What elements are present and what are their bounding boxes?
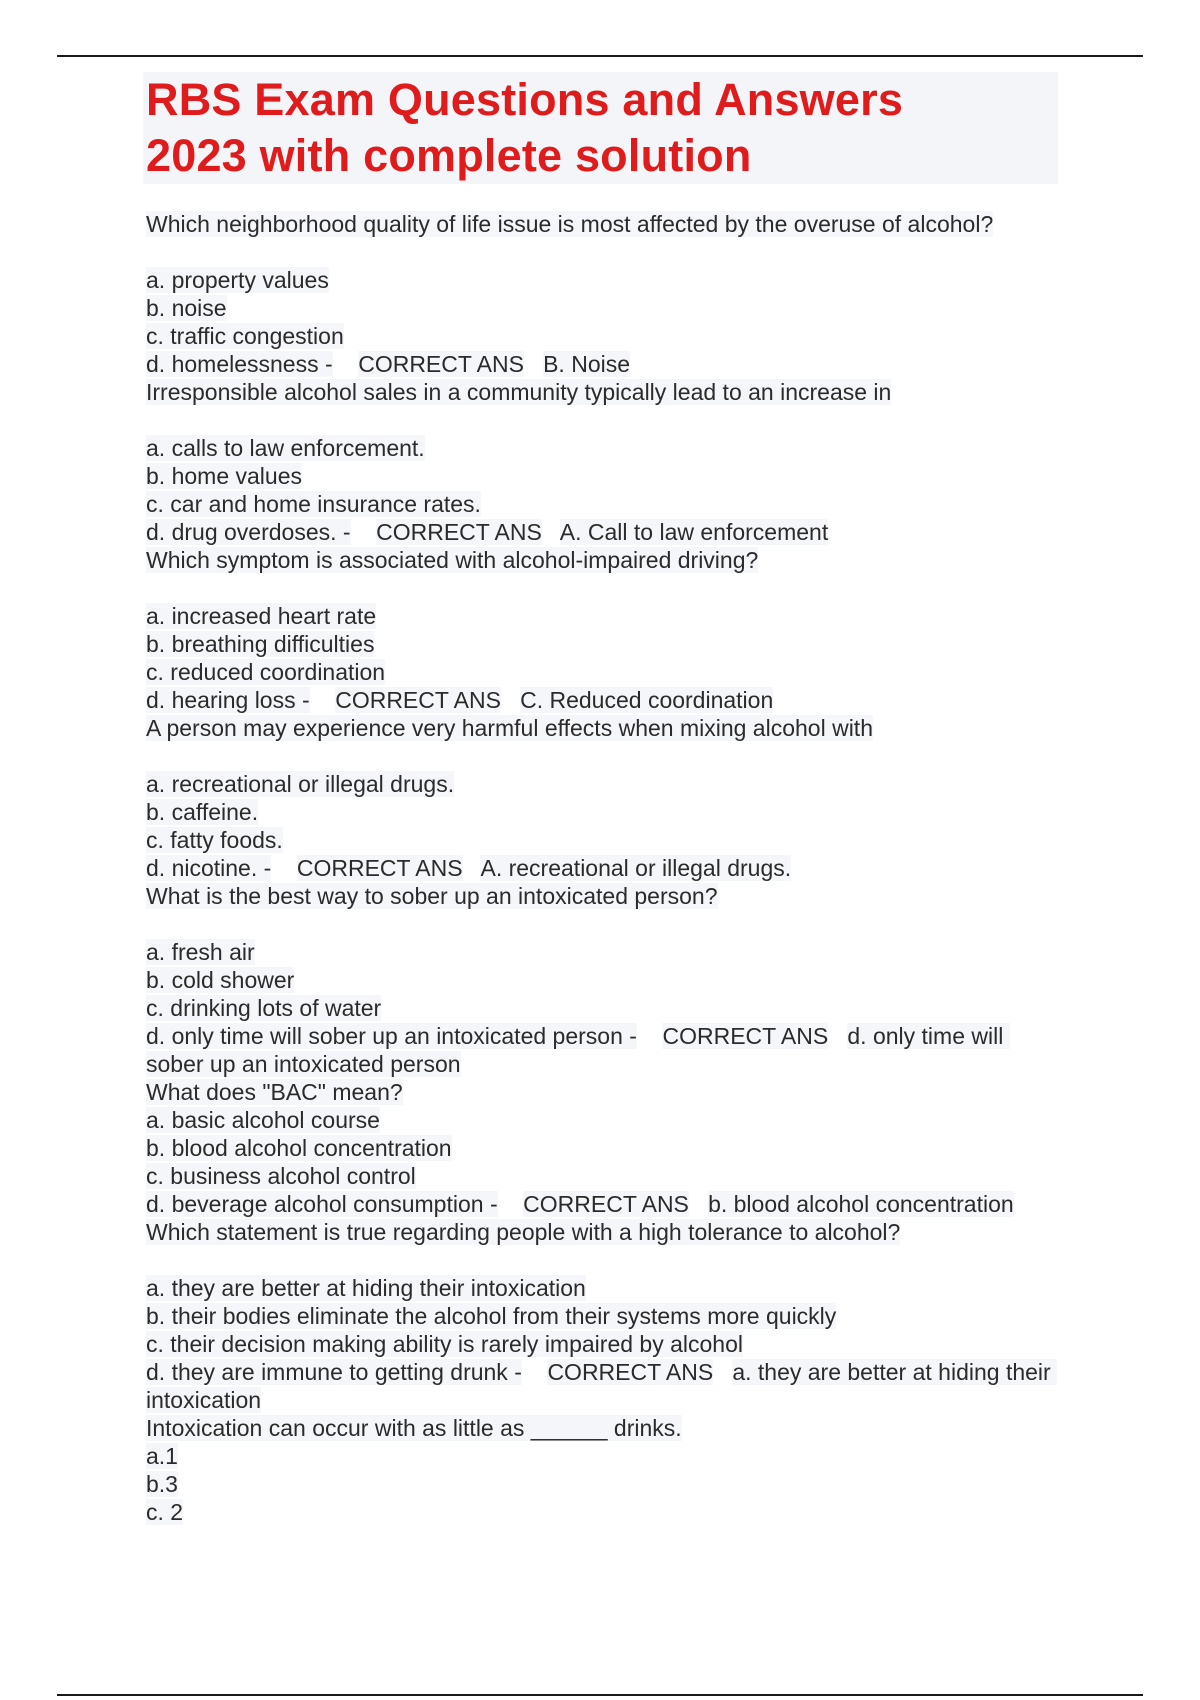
correct-answer-label: CORRECT ANS	[376, 519, 542, 545]
title-line-2: 2023 with complete solution	[146, 130, 752, 181]
correct-answer-label: CORRECT ANS	[296, 855, 463, 881]
correct-answer: b. blood alcohol concentration	[708, 1191, 1014, 1217]
answer-option: c. 2	[146, 1499, 184, 1525]
answer-option: c. drinking lots of water	[146, 995, 382, 1021]
correct-answer: d. only time will sober up an intoxicated person	[146, 1023, 1010, 1077]
question-text: What does "BAC" mean?	[146, 1079, 403, 1105]
answer-option-with-key: d. drug overdoses. - CORRECT ANS A. Call to law enforcement	[146, 519, 829, 545]
answer-option: a. recreational or illegal drugs.	[146, 771, 455, 797]
answer-option: a. property values	[146, 267, 329, 293]
blank-line	[146, 742, 1066, 770]
answer-option: c. car and home insurance rates.	[146, 491, 481, 517]
answer-option-with-key: d. they are immune to getting drunk - CORRECT ANS a. they are better at hiding their intoxication	[146, 1359, 1058, 1413]
answer-option-with-key: d. nicotine. - CORRECT ANS A. recreational or illegal drugs.	[146, 855, 792, 881]
answer-option: b.3	[146, 1471, 178, 1497]
answer-option: a. calls to law enforcement.	[146, 435, 425, 461]
question-list	[146, 210, 1066, 1526]
answer-option-with-key: d. only time will sober up an intoxicated person - CORRECT ANS d. only time will sober up an intoxicated person	[146, 1023, 1010, 1077]
correct-answer: A. recreational or illegal drugs.	[480, 855, 792, 881]
correct-answer-label: CORRECT ANS	[335, 687, 501, 713]
title-line-1: RBS Exam Questions and Answers	[146, 74, 904, 125]
answer-option: b. blood alcohol concentration	[146, 1135, 452, 1161]
correct-answer-label: CORRECT ANS	[523, 1191, 689, 1217]
answer-option: b. home values	[146, 463, 302, 489]
question-text: Intoxication can occur with as little as ______ drinks.	[146, 1415, 682, 1441]
answer-option: b. breathing difficulties	[146, 631, 375, 657]
correct-answer-label: CORRECT ANS	[662, 1023, 829, 1049]
blank-line	[146, 406, 1066, 434]
blank-line	[146, 574, 1066, 602]
answer-option-with-key: d. homelessness - CORRECT ANS B. Noise	[146, 351, 631, 377]
blank-line	[146, 910, 1066, 938]
question-text: Irresponsible alcohol sales in a community typically lead to an increase in	[146, 379, 892, 405]
correct-answer-label: CORRECT ANS	[358, 351, 524, 377]
answer-option: a. they are better at hiding their intoxication	[146, 1275, 586, 1301]
answer-option: b. caffeine.	[146, 799, 259, 825]
answer-option: b. cold shower	[146, 967, 295, 993]
blank-line	[146, 1246, 1066, 1274]
answer-option-with-key: d. beverage alcohol consumption - CORRECT ANS b. blood alcohol concentration	[146, 1191, 1014, 1217]
correct-answer: A. Call to law enforcement	[559, 519, 829, 545]
document-title	[146, 72, 1046, 184]
answer-option: a. increased heart rate	[146, 603, 377, 629]
question-text: What is the best way to sober up an intoxicated person?	[146, 883, 718, 909]
question-text: A person may experience very harmful effects when mixing alcohol with	[146, 715, 873, 741]
answer-option-with-key: d. hearing loss - CORRECT ANS C. Reduced coordination	[146, 687, 774, 713]
answer-option: b. noise	[146, 295, 227, 321]
correct-answer: B. Noise	[543, 351, 631, 377]
bottom-rule	[57, 1694, 1143, 1696]
answer-option: b. their bodies eliminate the alcohol from their systems more quickly	[146, 1303, 837, 1329]
answer-option: c. their decision making ability is rarely impaired by alcohol	[146, 1331, 743, 1357]
answer-option: c. reduced coordination	[146, 659, 386, 685]
answer-option: c. business alcohol control	[146, 1163, 416, 1189]
question-text: Which symptom is associated with alcohol-impaired driving?	[146, 547, 759, 573]
top-rule	[57, 55, 1143, 57]
correct-answer: C. Reduced coordination	[520, 687, 774, 713]
question-text: Which statement is true regarding people with a high tolerance to alcohol?	[146, 1219, 901, 1245]
correct-answer-label: CORRECT ANS	[547, 1359, 714, 1385]
correct-answer: a. they are better at hiding their intoxication	[146, 1359, 1058, 1413]
question-text: Which neighborhood quality of life issue is most affected by the overuse of alcohol?	[146, 211, 994, 237]
blank-line	[146, 238, 1066, 266]
answer-option: c. fatty foods.	[146, 827, 283, 853]
answer-option: a. basic alcohol course	[146, 1107, 380, 1133]
answer-option: a.1	[146, 1443, 178, 1469]
answer-option: a. fresh air	[146, 939, 255, 965]
answer-option: c. traffic congestion	[146, 323, 344, 349]
